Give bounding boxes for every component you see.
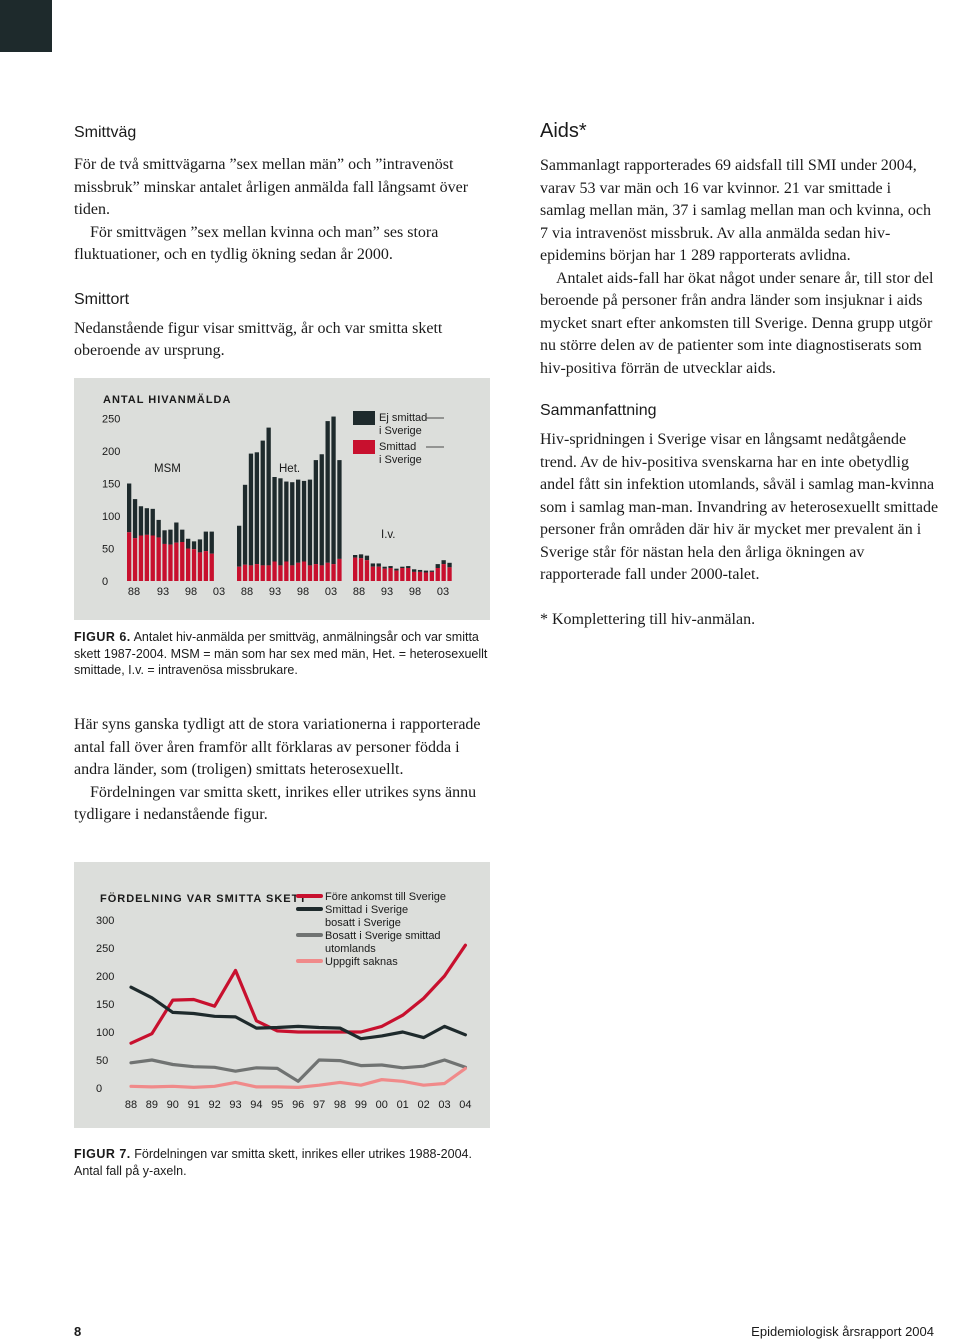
bar-ej-smittad-i-sverige (412, 569, 416, 572)
bar-smittad-i-sverige (353, 558, 357, 581)
bar-smittad-i-sverige (290, 565, 294, 581)
chart-title: FÖRDELNING VAR SMITTA SKETT (100, 893, 308, 905)
x-tick-label: 93 (380, 586, 394, 598)
bar-smittad-i-sverige (424, 573, 428, 581)
bar-smittad-i-sverige (326, 563, 330, 581)
left-column (74, 124, 494, 363)
x-tick-label: 03 (212, 586, 226, 598)
bar-ej-smittad-i-sverige (377, 563, 381, 566)
y-tick-label: 100 (96, 1027, 115, 1039)
bar-ej-smittad-i-sverige (145, 508, 149, 535)
bar-smittad-i-sverige (168, 545, 172, 581)
legend-label: i Sverige (379, 425, 422, 437)
bar-ej-smittad-i-sverige (296, 480, 300, 563)
x-tick-label: 93 (156, 586, 170, 598)
x-tick-label: 03 (324, 586, 338, 598)
caption-text: Fördelningen var smitta skett, inrikes eller utrikes 1988-2004. Antal fall på y-axeln. (74, 1147, 472, 1178)
y-tick-label: 0 (102, 576, 109, 588)
bar-ej-smittad-i-sverige (243, 485, 247, 565)
bar-ej-smittad-i-sverige (157, 520, 161, 538)
series-line-3 (131, 1060, 465, 1081)
caption-text: Antalet hiv-anmälda per smittväg, anmälningsår och var smitta skett 1987-2004. MSM = män som har sex med män, Het. = heterosexuellt smittade, I.v. = intravenösa missbrukare. (74, 630, 488, 677)
bar-smittad-i-sverige (447, 567, 451, 581)
bar-smittad-i-sverige (278, 565, 282, 581)
bar-smittad-i-sverige (180, 542, 184, 581)
bar-smittad-i-sverige (442, 564, 446, 581)
bar-smittad-i-sverige (377, 567, 381, 581)
bar-smittad-i-sverige (308, 565, 312, 581)
bar-ej-smittad-i-sverige (133, 499, 137, 538)
bar-ej-smittad-i-sverige (139, 506, 143, 535)
x-tick-label: 98 (296, 586, 310, 598)
bar-smittad-i-sverige (133, 538, 137, 581)
bar-smittad-i-sverige (383, 569, 387, 581)
bar-ej-smittad-i-sverige (302, 481, 306, 562)
bar-smittad-i-sverige (430, 572, 434, 581)
y-tick-label: 150 (96, 999, 115, 1011)
bar-ej-smittad-i-sverige (198, 539, 202, 552)
bar-ej-smittad-i-sverige (337, 460, 341, 559)
bar-smittad-i-sverige (151, 536, 155, 582)
y-tick-label: 250 (102, 413, 121, 426)
legend-label: Smittad i Sverige (325, 904, 409, 916)
y-tick-label: 150 (102, 478, 121, 491)
bar-ej-smittad-i-sverige (353, 555, 357, 558)
bar-ej-smittad-i-sverige (359, 554, 363, 558)
bar-smittad-i-sverige (418, 572, 422, 581)
bar-ej-smittad-i-sverige (442, 560, 446, 564)
bar-smittad-i-sverige (436, 568, 440, 581)
bar-ej-smittad-i-sverige (174, 523, 178, 543)
x-tick-label: 88 (124, 1099, 138, 1111)
bar-smittad-i-sverige (261, 565, 265, 581)
bar-smittad-i-sverige (162, 544, 166, 581)
x-tick-label: 01 (396, 1099, 409, 1111)
y-tick-label: 50 (102, 543, 115, 556)
bar-smittad-i-sverige (296, 563, 300, 581)
paragraph: För smittvägen ”sex mellan kvinna och man” ses stora fluktuationer, och en tydlig ökning sedan år 2000. (74, 223, 439, 263)
legend-swatch-ej-smittad (353, 411, 375, 425)
x-tick-label: 98 (333, 1099, 347, 1111)
bar-smittad-i-sverige (249, 565, 253, 581)
paragraph: Fördelningen var smitta skett, inrikes eller utrikes syns ännu tydligare i nedanstående figur. (74, 783, 477, 823)
heading-smittvag: Smittväg (74, 124, 137, 141)
figure-7-panel (74, 862, 490, 1128)
paragraph: Hiv-spridningen i Sverige visar en långsamt nedåtgående trend. Av de hiv-positiva svenskarna har en inte obetydlig andel fått sin infektion utomlands, såväl i samlag man-kvinna som i samlag man-man. Invandring av heterosexuellt smittade personer från områden där hiv är mycket mer prevalent än i Sverige står för nästan hela den årliga ökningen av rapporterade fall under 2000-talet. (540, 431, 939, 583)
paragraph: Nedanstående figur visar smittväg, år och var smitta skett oberoende av ursprung. (74, 319, 443, 359)
page-number: 8 (74, 1324, 82, 1339)
bar-ej-smittad-i-sverige (418, 570, 422, 572)
x-tick-label: 93 (229, 1099, 242, 1111)
figure-7-chart (74, 862, 490, 1128)
x-tick-label: 93 (268, 586, 282, 598)
bar-smittad-i-sverige (331, 564, 335, 581)
bar-ej-smittad-i-sverige (394, 569, 398, 571)
figure-6-panel (74, 378, 490, 620)
bar-ej-smittad-i-sverige (406, 566, 410, 568)
bar-smittad-i-sverige (320, 565, 324, 581)
x-tick-label: 91 (187, 1099, 200, 1111)
bar-ej-smittad-i-sverige (447, 563, 451, 568)
x-tick-label: 90 (166, 1099, 179, 1111)
group-label-het: Het. (279, 463, 301, 475)
bar-smittad-i-sverige (139, 536, 143, 582)
bar-smittad-i-sverige (210, 554, 214, 581)
bar-ej-smittad-i-sverige (436, 564, 440, 568)
bar-ej-smittad-i-sverige (151, 509, 155, 536)
figure-7-caption (74, 1146, 488, 1179)
bar-ej-smittad-i-sverige (272, 477, 276, 562)
bar-ej-smittad-i-sverige (371, 563, 375, 566)
x-tick-label: 92 (208, 1099, 221, 1111)
bar-ej-smittad-i-sverige (180, 530, 184, 542)
y-tick-label: 50 (96, 1055, 109, 1067)
bar-ej-smittad-i-sverige (388, 566, 392, 568)
bar-ej-smittad-i-sverige (267, 428, 271, 566)
legend-label: Bosatt i Sverige smittad (325, 930, 441, 942)
bar-smittad-i-sverige (255, 564, 259, 581)
bar-smittad-i-sverige (406, 568, 410, 581)
caption-label: FIGUR 7. (74, 1147, 131, 1161)
x-tick-label: 97 (312, 1099, 326, 1111)
bar-ej-smittad-i-sverige (278, 478, 282, 565)
legend-label: Smittad (379, 441, 417, 453)
bar-smittad-i-sverige (186, 549, 190, 582)
bar-ej-smittad-i-sverige (210, 532, 214, 554)
bar-ej-smittad-i-sverige (186, 539, 190, 549)
legend-swatch-smittad (353, 440, 375, 454)
bar-ej-smittad-i-sverige (365, 556, 369, 561)
bar-ej-smittad-i-sverige (331, 417, 335, 565)
caption-label: FIGUR 6. (74, 630, 131, 644)
bar-ej-smittad-i-sverige (249, 454, 253, 566)
legend-label: utomlands (325, 943, 376, 955)
bar-smittad-i-sverige (394, 571, 398, 581)
right-column (540, 120, 940, 631)
group-label-msm: MSM (154, 463, 181, 475)
paragraph: För de två smittvägarna ”sex mellan män” och ”intravenöst missbruk” minskar antalet årligen anmälda fall långsamt över tiden. (74, 156, 469, 218)
bar-smittad-i-sverige (359, 558, 363, 581)
x-tick-label: 03 (436, 586, 450, 598)
bar-smittad-i-sverige (192, 549, 196, 581)
bar-ej-smittad-i-sverige (326, 421, 330, 563)
x-tick-label: 99 (354, 1099, 368, 1111)
bar-ej-smittad-i-sverige (168, 530, 172, 545)
legend-label: bosatt i Sverige (325, 917, 401, 929)
bar-ej-smittad-i-sverige (162, 530, 166, 544)
x-tick-label: 02 (417, 1099, 430, 1111)
bar-ej-smittad-i-sverige (127, 484, 131, 533)
y-tick-label: 0 (96, 1083, 103, 1095)
x-tick-label: 94 (250, 1099, 263, 1111)
y-tick-label: 100 (102, 511, 121, 523)
legend-label: Före ankomst till Sverige (325, 891, 447, 903)
legend-label: Ej smittad (379, 412, 428, 424)
middle-text (74, 714, 494, 827)
bar-smittad-i-sverige (204, 551, 208, 581)
x-tick-label: 88 (127, 586, 141, 598)
figure-6-caption (74, 629, 488, 679)
x-tick-label: 04 (459, 1099, 472, 1111)
heading-sammanfattning: Sammanfattning (540, 402, 657, 419)
report-title: Epidemiologisk årsrapport 2004 (751, 1324, 934, 1339)
bar-smittad-i-sverige (365, 560, 369, 581)
corner-block (0, 0, 52, 52)
legend-label: i Sverige (379, 454, 422, 466)
bar-ej-smittad-i-sverige (314, 460, 318, 564)
paragraph: Antalet aids-fall har ökat något under senare år, till stor del beroende på personer från andra länder som insjuknar i aids mycket snart efter ankomsten till Sverige. Denna grupp utgör nu större delen av de patienter som inte diagnostiserats som hiv-positiva förrän de utvecklar aids. (540, 269, 934, 377)
x-tick-label: 95 (271, 1099, 284, 1111)
group-label-iv: I.v. (381, 529, 396, 541)
x-tick-label: 88 (240, 586, 254, 598)
y-tick-label: 300 (96, 915, 115, 927)
bar-ej-smittad-i-sverige (237, 526, 241, 567)
bar-smittad-i-sverige (198, 552, 202, 581)
heading-smittort: Smittort (74, 290, 130, 308)
bar-ej-smittad-i-sverige (192, 541, 196, 549)
bar-smittad-i-sverige (314, 564, 318, 581)
heading-aids: Aids* (540, 120, 587, 142)
bar-smittad-i-sverige (267, 565, 271, 581)
x-tick-label: 88 (352, 586, 366, 598)
bar-ej-smittad-i-sverige (383, 567, 387, 569)
bar-ej-smittad-i-sverige (284, 482, 288, 562)
bar-smittad-i-sverige (388, 568, 392, 581)
bar-smittad-i-sverige (272, 562, 276, 582)
y-tick-label: 200 (102, 446, 121, 458)
y-tick-label: 250 (96, 943, 115, 955)
bar-smittad-i-sverige (371, 567, 375, 581)
x-tick-label: 00 (375, 1099, 388, 1111)
bar-ej-smittad-i-sverige (400, 567, 404, 568)
bar-smittad-i-sverige (400, 568, 404, 581)
bar-ej-smittad-i-sverige (290, 482, 294, 565)
paragraph: Här syns ganska tydligt att de stora variationerna i rapporterade antal fall över åren framför allt förklaras av personer födda i andra länder, som (troligen) smittats heterosexuellt. (74, 716, 481, 778)
bar-smittad-i-sverige (284, 562, 288, 582)
bar-smittad-i-sverige (302, 562, 306, 582)
figure-6-chart (74, 378, 490, 620)
bar-smittad-i-sverige (412, 572, 416, 581)
series-line-4 (131, 1068, 465, 1087)
x-tick-label: 98 (408, 586, 422, 598)
x-tick-label: 89 (145, 1099, 159, 1111)
y-tick-label: 200 (96, 971, 115, 983)
bar-ej-smittad-i-sverige (308, 480, 312, 566)
bar-ej-smittad-i-sverige (255, 452, 259, 564)
bar-smittad-i-sverige (174, 543, 178, 581)
bar-smittad-i-sverige (127, 532, 131, 581)
x-tick-label: 98 (184, 586, 198, 598)
footnote: * Komplettering till hiv-anmälan. (540, 610, 756, 628)
bar-smittad-i-sverige (243, 565, 247, 581)
paragraph: Sammanlagt rapporterades 69 aidsfall till SMI under 2004, varav 53 var män och 16 var kvinnor. 21 var smittade i samlag mellan män, 37 i samlag mellan man och kvinna, och 7 via intravenöst missbruk. Av alla anmälda sedan hiv-epidemins början har 1 289 rapporterats avlidna. (540, 157, 932, 264)
legend-label: Uppgift saknas (325, 956, 398, 968)
chart-title: ANTAL HIVANMÄLDA (103, 394, 232, 406)
bar-ej-smittad-i-sverige (320, 454, 324, 565)
bar-ej-smittad-i-sverige (204, 532, 208, 552)
x-tick-label: 96 (292, 1099, 305, 1111)
bar-smittad-i-sverige (237, 567, 241, 581)
x-tick-label: 03 (438, 1099, 451, 1111)
bar-smittad-i-sverige (157, 537, 161, 581)
bar-smittad-i-sverige (337, 559, 341, 581)
bar-ej-smittad-i-sverige (430, 571, 434, 572)
bar-ej-smittad-i-sverige (424, 571, 428, 573)
bar-smittad-i-sverige (145, 535, 149, 581)
bar-ej-smittad-i-sverige (261, 441, 265, 566)
